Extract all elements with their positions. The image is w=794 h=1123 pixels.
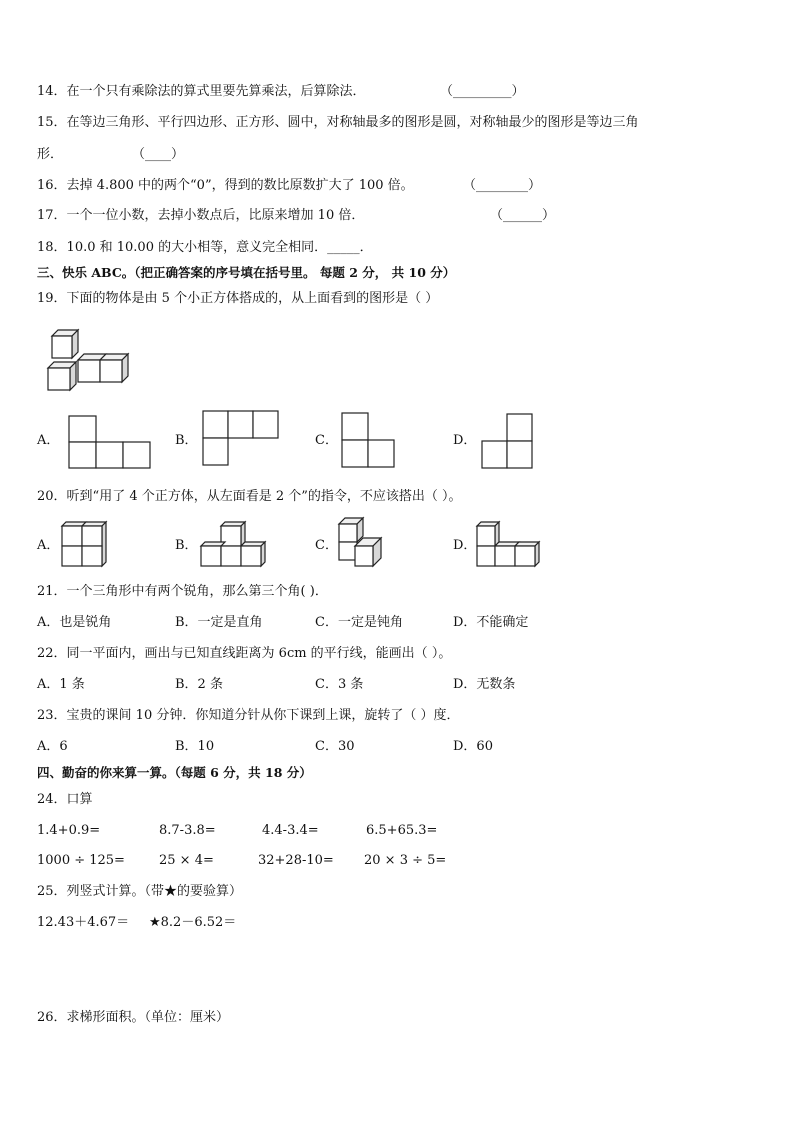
q20-stem: 20．听到“用了 4 个正方体，从左面看是 2 个”的指令，不应该搭出（ ）。 <box>37 489 462 504</box>
q22-option-c[interactable]: C．3 条 <box>315 677 364 692</box>
q20-option-c-cubes[interactable] <box>335 514 389 570</box>
q24-item: 25 × 4= <box>159 853 214 868</box>
q21-option-c[interactable]: C．一定是钝角 <box>315 615 403 630</box>
q19-stem: 19．下面的物体是由 5 个小正方体搭成的，从上面看到的图形是（ ） <box>37 291 439 306</box>
q20-option-b-cubes[interactable] <box>199 518 269 568</box>
q23-option-b[interactable]: B．10 <box>175 739 215 754</box>
q15-text-line2: 形． <box>37 147 64 162</box>
q21-option-a[interactable]: A．也是锐角 <box>37 615 112 630</box>
q25-item-starred: ★8.2－6.52＝ <box>149 915 237 930</box>
q23-stem: 23．宝贵的课间 10 分钟．你知道分针从你下课到上课，旋转了（ ）度． <box>37 708 460 723</box>
section4-heading: 四、勤奋的你来算一算。（每题 6 分，共 18 分） <box>37 765 312 780</box>
q22-option-a[interactable]: A．1 条 <box>37 677 85 692</box>
q25-item: 12.43＋4.67＝ <box>37 915 130 930</box>
q21-option-d[interactable]: D．不能确定 <box>453 615 529 630</box>
q21-option-b[interactable]: B．一定是直角 <box>175 615 263 630</box>
q22-option-d[interactable]: D．无数条 <box>453 677 516 692</box>
q24-item: 6.5+65.3= <box>366 823 438 838</box>
q24-item: 4.4-3.4= <box>262 823 319 838</box>
q24-item: 1.4+0.9= <box>37 823 101 838</box>
q24-item: 1000 ÷ 125= <box>37 853 125 868</box>
q19-option-a-label[interactable]: A． <box>37 433 60 448</box>
q24-item: 32+28-10= <box>258 853 334 868</box>
q14-text: 14．在一个只有乘除法的算式里要先算乘法，后算除法． <box>37 84 366 99</box>
q16-answer-blank[interactable]: （________） <box>463 178 542 193</box>
q20-option-c-label[interactable]: C． <box>315 538 338 553</box>
q19-cube-figure <box>44 326 136 392</box>
q23-option-c[interactable]: C．30 <box>315 739 355 754</box>
q20-option-a-cubes[interactable] <box>60 518 110 568</box>
q20-option-d-cubes[interactable] <box>475 518 545 568</box>
q17-text: 17．一个一位小数，去掉小数点后，比原来增加 10 倍． <box>37 208 365 223</box>
q21-stem: 21．一个三角形中有两个锐角，那么第三个角( )． <box>37 584 328 599</box>
q25-stem: 25．列竖式计算。（带★的要验算） <box>37 884 243 899</box>
q20-option-a-label[interactable]: A． <box>37 538 60 553</box>
q26-stem: 26．求梯形面积。（单位：厘米） <box>37 1010 230 1025</box>
q19-option-d-label[interactable]: D． <box>453 433 477 448</box>
q19-option-c-label[interactable]: C． <box>315 433 338 448</box>
q19-option-b-label[interactable]: B． <box>175 433 198 448</box>
q22-stem: 22．同一平面内，画出与已知直线距离为 6cm 的平行线，能画出（ ）。 <box>37 646 452 661</box>
q23-option-a[interactable]: A．6 <box>37 739 68 754</box>
q24-item: 8.7-3.8= <box>159 823 216 838</box>
q17-answer-blank[interactable]: （______） <box>490 208 556 223</box>
q15-text-line1: 15．在等边三角形、平行四边形、正方形、圆中，对称轴最多的图形是圆，对称轴最少的图形是等边三角 <box>37 115 639 130</box>
q20-option-b-label[interactable]: B． <box>175 538 198 553</box>
q19-option-b-grid[interactable] <box>201 409 281 467</box>
q14-answer-blank[interactable]: （_________） <box>440 84 525 99</box>
q22-option-b[interactable]: B．2 条 <box>175 677 223 692</box>
q24-stem: 24．口算 <box>37 792 93 807</box>
q20-option-d-label[interactable]: D． <box>453 538 477 553</box>
q24-item: 20 × 3 ÷ 5= <box>364 853 447 868</box>
q23-option-d[interactable]: D．60 <box>453 739 493 754</box>
q19-option-c-grid[interactable] <box>340 411 398 469</box>
q18-text: 18．10.0 和 10.00 的大小相等，意义完全相同．_____． <box>37 240 373 255</box>
q19-option-d-grid[interactable] <box>480 412 536 470</box>
q16-text: 16．去掉 4.800 中的两个“0”，得到的数比原数扩大了 100 倍。 <box>37 178 414 193</box>
q19-option-a-grid[interactable] <box>67 414 153 470</box>
q15-answer-blank[interactable]: （____） <box>132 147 185 162</box>
section3-heading: 三、快乐 ABC。（把正确答案的序号填在括号里。 每题 2 分， 共 10 分） <box>37 265 456 280</box>
